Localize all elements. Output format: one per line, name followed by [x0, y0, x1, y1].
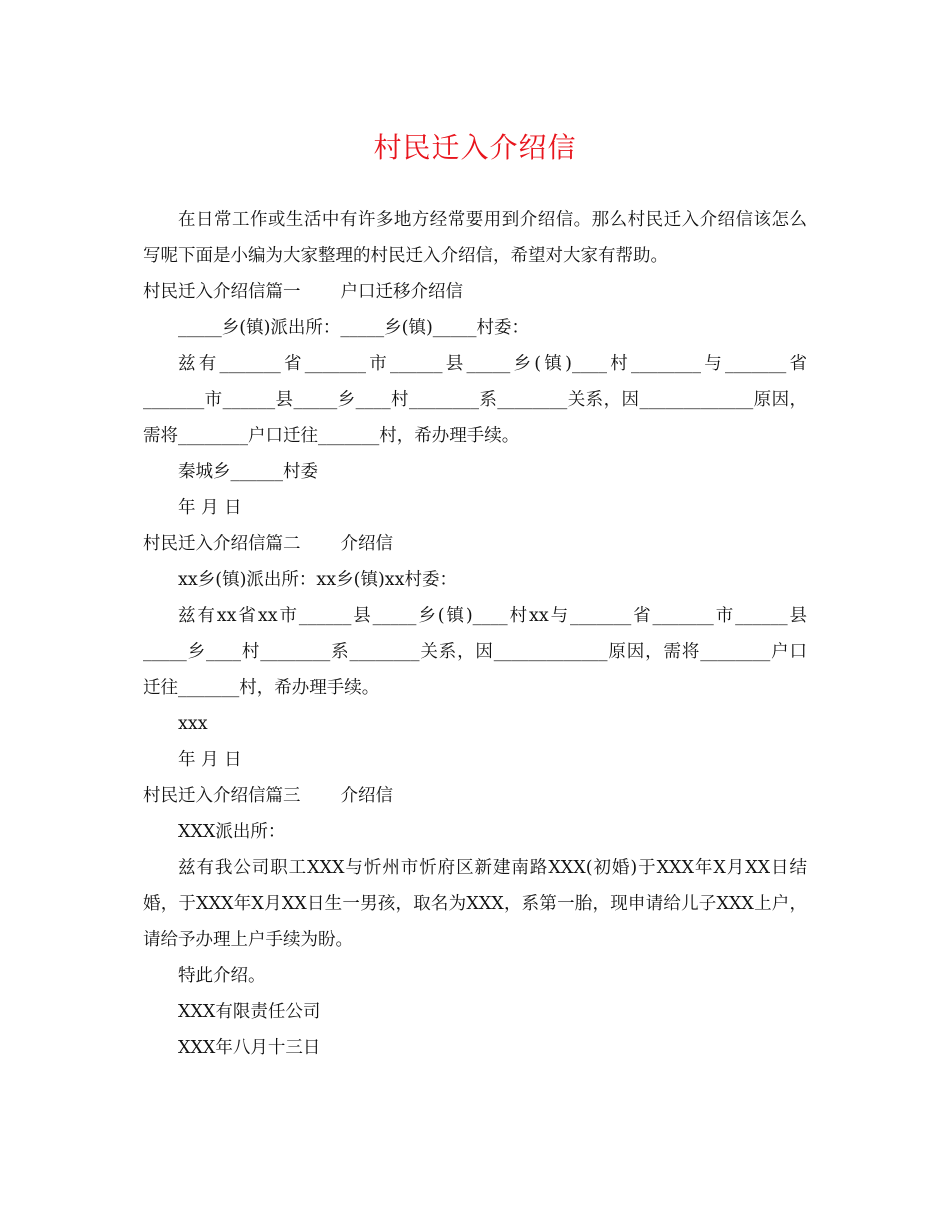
- section-heading: [143, 778, 807, 814]
- section-title: 村民迁入介绍信篇一: [143, 282, 301, 302]
- section-title: 村民迁入介绍信篇二: [143, 534, 301, 554]
- section-heading: [143, 526, 807, 562]
- signature-line: 秦城乡______村委: [178, 462, 318, 482]
- letter-body: 兹有我公司职工XXX与忻州市忻府区新建南路XXX(初婚)于XXX年X月XX日结婚，于XXX年X月XX日生一男孩，取名为XXX，系第一胎，现申请给儿子XXX上户，请给予办理上户手续为盼。: [143, 858, 807, 950]
- letter-body: 兹有_______省_______市______县_____乡(镇)____村________与_______省_______市______县_____乡____村________系________关系，因_____________原因，需将________户口迁往_______村，希办理手续。: [143, 354, 807, 446]
- addressee-line: XXX派出所：: [178, 822, 286, 842]
- date-line: 年 月 日: [178, 750, 242, 770]
- section-subtitle: 户口迁移介绍信: [340, 282, 463, 302]
- date-line: XXX年八月十三日: [178, 1038, 321, 1058]
- section-title: 村民迁入介绍信篇三: [143, 786, 301, 806]
- section-subtitle: 介绍信: [340, 534, 393, 554]
- intro-paragraph: 在日常工作或生活中有许多地方经常要用到介绍信。那么村民迁入介绍信该怎么写呢下面是小编为大家整理的村民迁入介绍信，希望对大家有帮助。: [143, 210, 807, 266]
- section-heading: [143, 274, 807, 310]
- addressee-line: xx乡(镇)派出所：xx乡(镇)xx村委：: [178, 570, 458, 590]
- addressee-line: _____乡(镇)派出所：_____乡(镇)_____村委：: [178, 318, 530, 338]
- signature-line: XXX有限责任公司: [178, 1002, 321, 1022]
- date-line: 年 月 日: [178, 498, 242, 518]
- page-title: 村民迁入介绍信: [373, 131, 577, 164]
- section-subtitle: 介绍信: [340, 786, 393, 806]
- signature-line: xxx: [178, 714, 208, 734]
- letter-body: 兹有xx省xx市______县_____乡(镇)____村xx与_______省_______市______县_____乡____村________系________关系，因_____________原因，需将________户口迁往_______村，希办理手续。: [143, 606, 807, 698]
- document-body: [143, 202, 807, 1066]
- closing-line: 特此介绍。: [178, 966, 266, 986]
